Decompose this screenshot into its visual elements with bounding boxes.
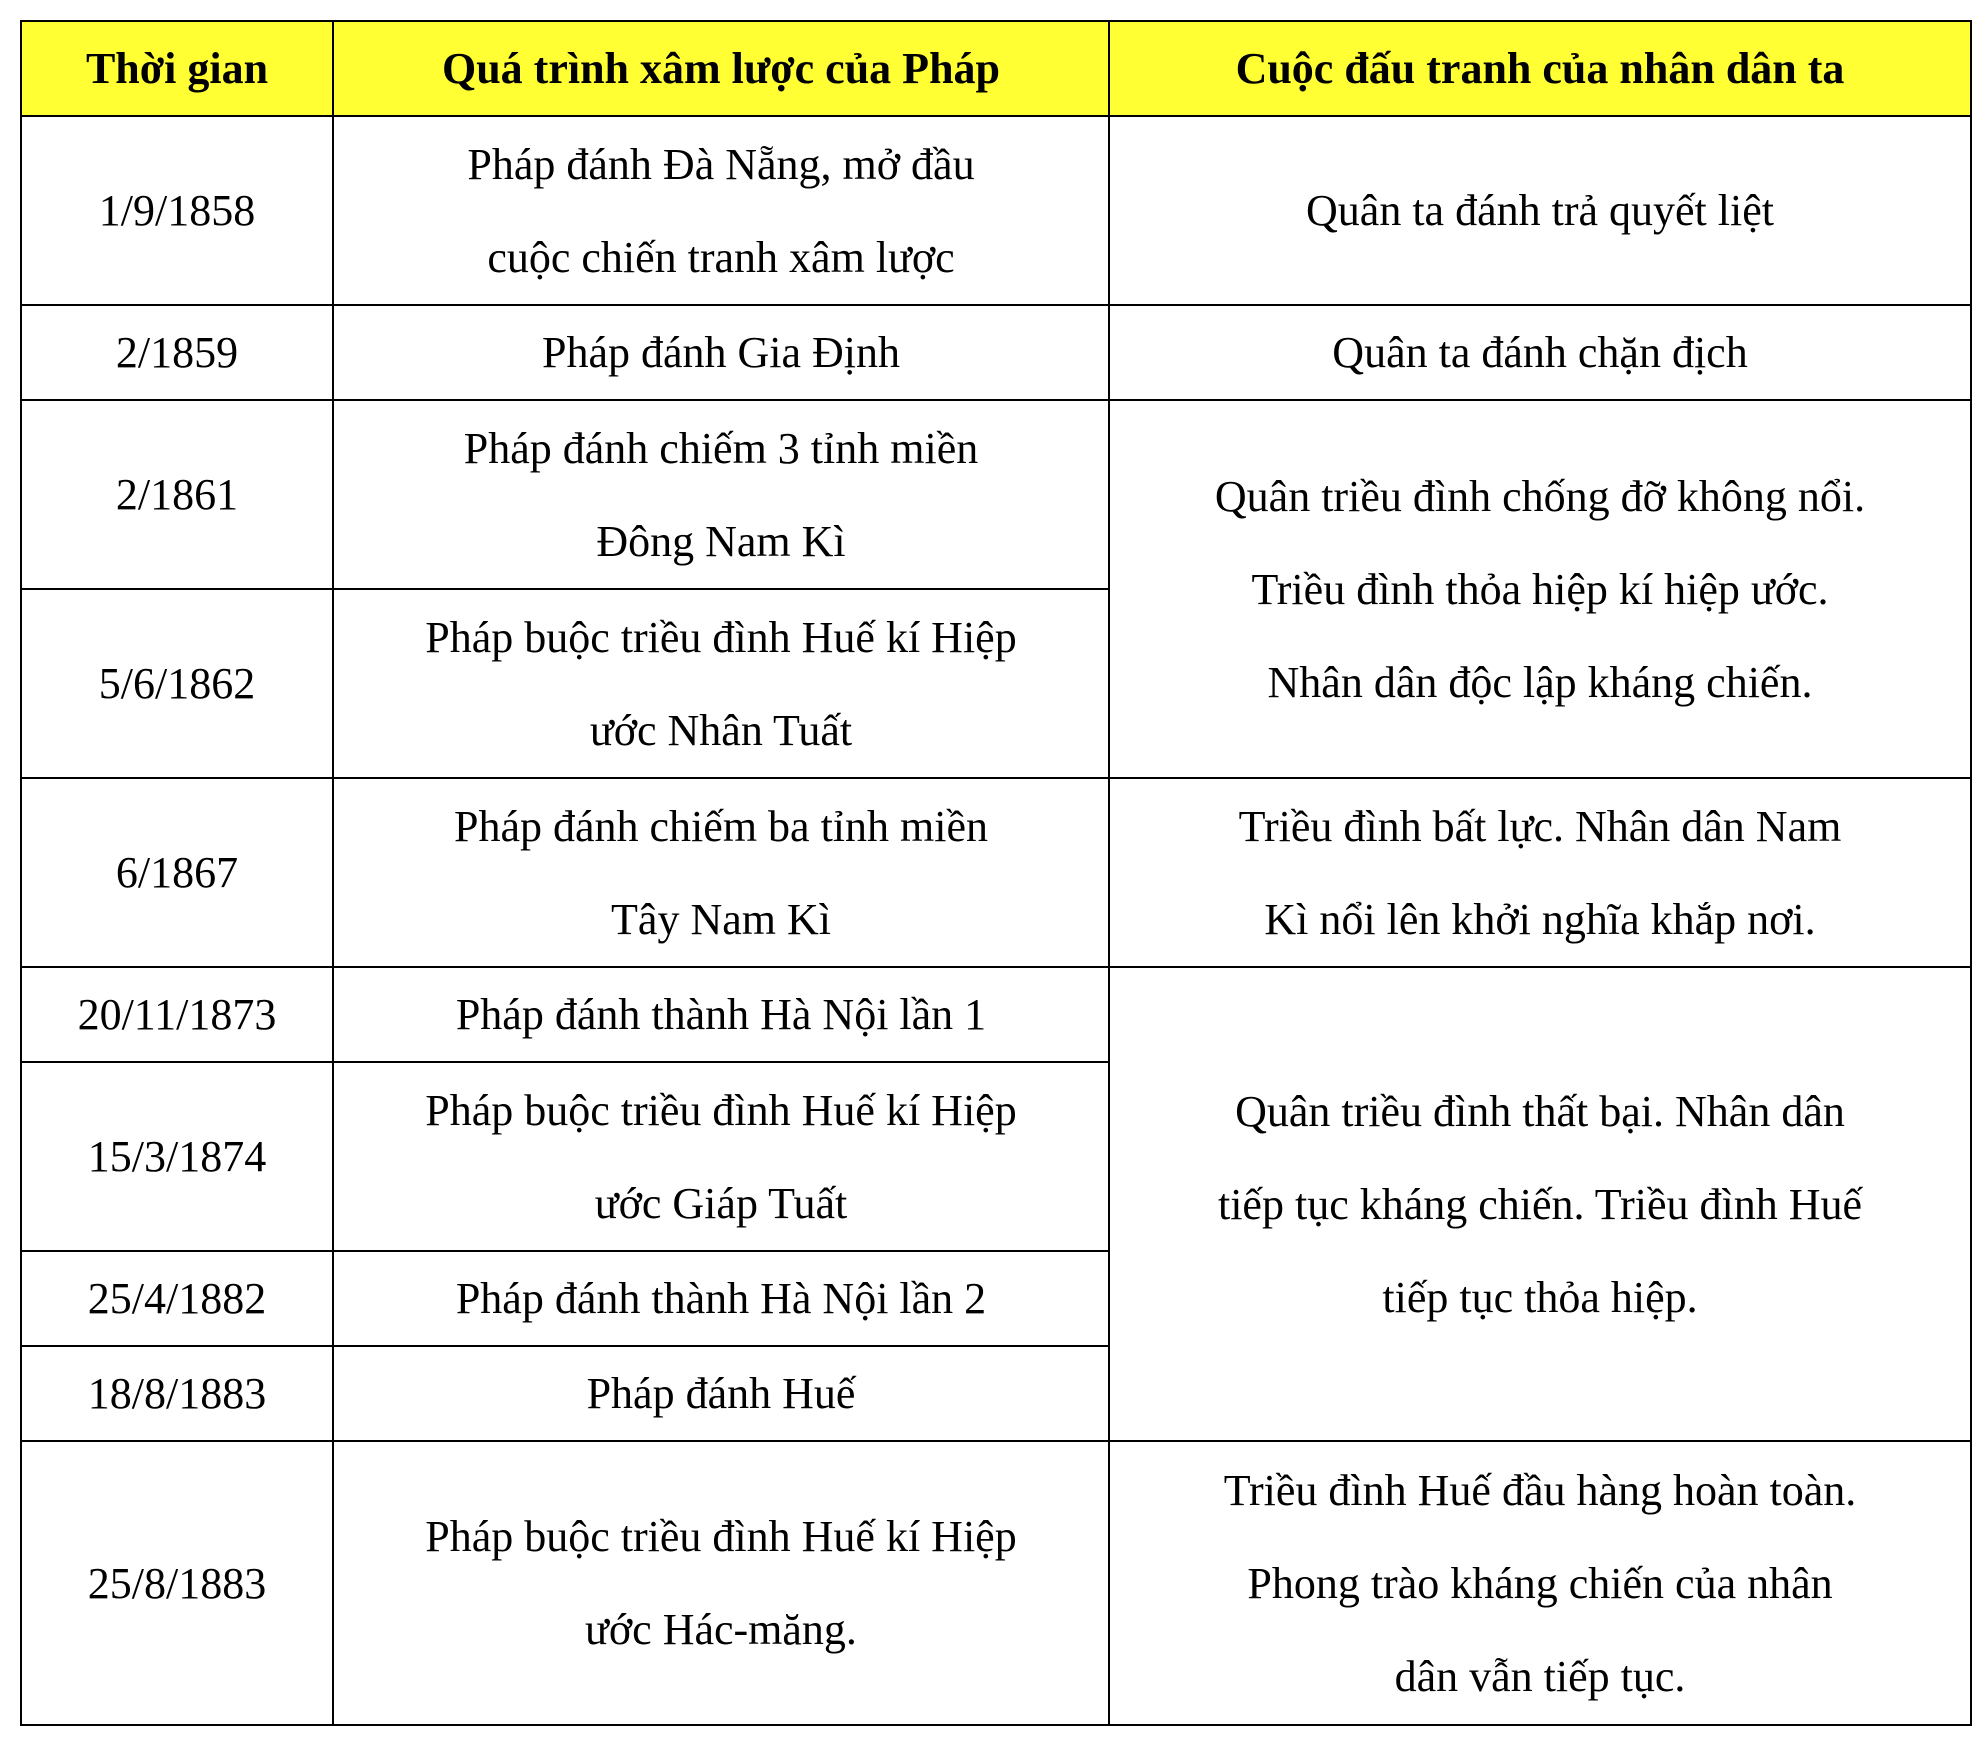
struggle-line: Kì nổi lên khởi nghĩa khắp nơi. xyxy=(1264,894,1816,944)
french-line: ước Hác-măng. xyxy=(585,1605,857,1654)
struggle-cell xyxy=(1109,1441,1971,1725)
table-row xyxy=(21,400,1971,589)
french-line: Đông Nam Kì xyxy=(596,516,846,566)
struggle-line: dân vẫn tiếp tục. xyxy=(1394,1651,1686,1701)
header-time: Thời gian xyxy=(21,21,333,116)
time-cell: 6/1867 xyxy=(21,778,333,967)
table-row xyxy=(21,305,1971,400)
french-cell xyxy=(333,116,1109,305)
french-line: Pháp đánh thành Hà Nội lần 2 xyxy=(455,1274,987,1323)
french-line: cuộc chiến tranh xâm lược xyxy=(487,232,955,282)
french-line: ước Nhân Tuất xyxy=(589,705,853,755)
time-cell: 2/1861 xyxy=(21,400,333,589)
french-cell xyxy=(333,1251,1109,1346)
french-line: Pháp đánh chiếm ba tỉnh miền xyxy=(454,801,988,851)
french-line: Pháp đánh Huế xyxy=(586,1369,856,1418)
table-row xyxy=(21,778,1971,967)
french-line: Pháp đánh chiếm 3 tỉnh miền xyxy=(463,423,979,473)
french-line: Pháp buộc triều đình Huế kí Hiệp xyxy=(425,1512,1017,1561)
struggle-cell xyxy=(1109,116,1971,305)
time-cell: 20/11/1873 xyxy=(21,967,333,1062)
time-cell: 25/4/1882 xyxy=(21,1251,333,1346)
french-line: Pháp đánh Đà Nẵng, mở đầu xyxy=(467,139,975,189)
struggle-line: Quân triều đình thất bại. Nhân dân xyxy=(1235,1086,1845,1136)
time-cell: 15/3/1874 xyxy=(21,1062,333,1251)
struggle-line: Triều đình bất lực. Nhân dân Nam xyxy=(1238,801,1842,851)
french-cell xyxy=(333,1441,1109,1725)
time-cell: 1/9/1858 xyxy=(21,116,333,305)
header-row xyxy=(21,21,1971,116)
table-row xyxy=(21,116,1971,305)
struggle-line: Quân ta đánh chặn địch xyxy=(1332,328,1748,377)
time-cell: 5/6/1862 xyxy=(21,589,333,778)
french-cell xyxy=(333,1346,1109,1441)
header-people-struggle: Cuộc đấu tranh của nhân dân ta xyxy=(1109,21,1971,116)
struggle-line: Triều đình thỏa hiệp kí hiệp ước. xyxy=(1251,564,1829,614)
french-cell xyxy=(333,967,1109,1062)
struggle-line: Phong trào kháng chiến của nhân xyxy=(1247,1558,1833,1608)
french-line: Tây Nam Kì xyxy=(611,894,831,944)
french-line: ước Giáp Tuất xyxy=(594,1178,848,1228)
struggle-line: Quân ta đánh trả quyết liệt xyxy=(1306,186,1774,235)
struggle-line: Triều đình Huế đầu hàng hoàn toàn. xyxy=(1223,1465,1857,1515)
table-row xyxy=(21,967,1971,1062)
struggle-cell xyxy=(1109,778,1971,967)
struggle-line: Nhân dân độc lập kháng chiến. xyxy=(1267,657,1813,707)
struggle-cell xyxy=(1109,967,1971,1441)
french-cell xyxy=(333,589,1109,778)
struggle-line: tiếp tục thỏa hiệp. xyxy=(1382,1272,1698,1322)
french-cell xyxy=(333,778,1109,967)
history-table xyxy=(20,20,1972,1726)
french-line: Pháp đánh thành Hà Nội lần 1 xyxy=(455,990,987,1039)
french-cell xyxy=(333,400,1109,589)
struggle-cell xyxy=(1109,400,1971,778)
table-row xyxy=(21,1441,1971,1725)
header-french-invasion: Quá trình xâm lược của Pháp xyxy=(333,21,1109,116)
time-cell: 2/1859 xyxy=(21,305,333,400)
time-cell: 25/8/1883 xyxy=(21,1441,333,1725)
struggle-cell xyxy=(1109,305,1971,400)
french-cell xyxy=(333,1062,1109,1251)
struggle-line: Quân triều đình chống đỡ không nổi. xyxy=(1214,471,1866,521)
french-line: Pháp buộc triều đình Huế kí Hiệp xyxy=(425,1085,1017,1135)
struggle-line: tiếp tục kháng chiến. Triều đình Huế xyxy=(1217,1179,1862,1229)
time-cell: 18/8/1883 xyxy=(21,1346,333,1441)
french-cell xyxy=(333,305,1109,400)
french-line: Pháp đánh Gia Định xyxy=(541,328,901,377)
french-line: Pháp buộc triều đình Huế kí Hiệp xyxy=(425,612,1017,662)
